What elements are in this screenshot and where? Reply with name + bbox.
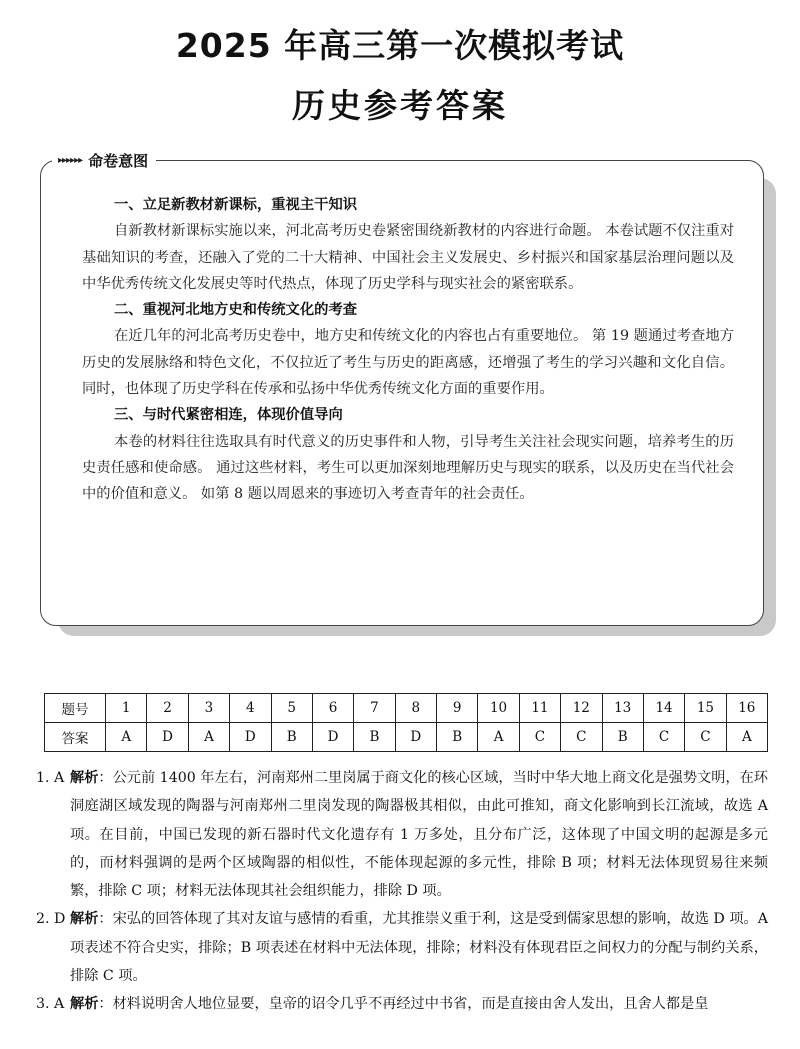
question-number: 2 — [147, 694, 188, 723]
answer-row — [45, 723, 768, 752]
question-number: 10 — [478, 694, 519, 723]
answer-cell: D — [312, 723, 353, 752]
analysis-item: 1. A 解析：公元前 1400 年左右，河南郑州二里岗属于商文化的核心区域，当时中华大地上商文化是强势文明，在环洞庭湖区域发现的陶器与河南郑州二里岗发现的陶器极其相似，由此可推知，商文化影响到长江流域，故选 A 项。在目前，中国已发现的新石器时代文化遗存有 1 万多处，且分布广泛，这体现了中国文明的起源是多元的，而材料强调的是两个区域陶器的相似性，不能体现起源的多元性，排除 B 项；材料无法体现贸易往来频繁，排除 C 项；材料无法体现其社会组织能力，排除 D 项。 — [36, 764, 768, 905]
answer-cell: B — [271, 723, 312, 752]
question-number: 5 — [271, 694, 312, 723]
question-number-row — [45, 694, 768, 723]
analysis-keyword: 解析 — [70, 770, 99, 786]
answer-title: 历史参考答案 — [292, 86, 508, 125]
analysis-number: 1. A — [36, 770, 65, 786]
analysis-item: 3. A 解析：材料说明舍人地位显要，皇帝的诏令几乎不再经过中书省，而是直接由舍人发出，且舍人都是皇 — [36, 990, 768, 1018]
question-number: 11 — [519, 694, 560, 723]
answer-cell: A — [726, 723, 767, 752]
analysis-number: 2. D — [36, 911, 66, 928]
intent-content — [82, 192, 734, 508]
question-number: 16 — [726, 694, 767, 723]
answer-cell: D — [147, 723, 188, 752]
answer-cell: D — [395, 723, 436, 752]
question-number: 7 — [354, 694, 395, 723]
answer-cell: B — [354, 723, 395, 752]
analysis-keyword: 解析 — [70, 996, 99, 1013]
arrows-icon: ▸▸▸▸▸▸ — [58, 154, 83, 166]
answer-cell: A — [106, 723, 147, 752]
analysis-item: 2. D 解析：宋弘的回答体现了其对友谊与感情的看重，尤其推崇义重于利，这是受到儒家思想的影响，故选 D 项。A 项表述不符合史实，排除；B 项表述在材料中无法体现，排除；材料没有体现君臣之间权力的分配与制约关系，排除 C 项。 — [36, 905, 768, 990]
intent-body-2: 在近几年的河北高考历史卷中，地方史和传统文化的内容也占有重要地位。 第 19 题通过考查地方历史的发展脉络和特色文化，不仅拉近了考生与历史的距离感，还增强了考生的学习兴趣和文化自信。 同时，也体现了历史学科在传承和弘扬中华优秀传统文化方面的重要作用。 — [82, 328, 734, 398]
answer-cell: B — [602, 723, 643, 752]
answer-cell: A — [188, 723, 229, 752]
answer-cell: B — [437, 723, 478, 752]
question-number: 6 — [312, 694, 353, 723]
question-number: 12 — [561, 694, 602, 723]
answer-cell: C — [519, 723, 560, 752]
analysis-number: 3. A — [36, 996, 65, 1013]
answer-table — [44, 693, 768, 752]
question-number: 3 — [188, 694, 229, 723]
analysis-text: 材料说明舍人地位显要，皇帝的诏令几乎不再经过中书省，而是直接由舍人发出，且舍人都是皇 — [112, 996, 709, 1013]
intent-label — [52, 149, 156, 171]
intent-body-1: 自新教材新课标实施以来，河北高考历史卷紧密围绕新教材的内容进行命题。 本卷试题不仅注重对基础知识的考查，还融入了党的二十大精神、中国社会主义发展史、乡村振兴和国家基层治理问题以及中华优秀传统文化发展史等时代热点，体现了历史学科与现实社会的紧密联系。 — [82, 223, 734, 292]
question-number: 4 — [230, 694, 271, 723]
analysis-text: 公元前 1400 年左右，河南郑州二里岗属于商文化的核心区域，当时中华大地上商文化是强势文明，在环洞庭湖区域发现的陶器与河南郑州二里岗发现的陶器极其相似，由此可推知，商文化影响到长江流域，故选 A 项。在目前，中国已发现的新石器时代文化遗存有 1 万多处，且分布广泛，这体现了中国文明的起源是多元的，而材料强调的是两个区域陶器的相似性，不能体现起源的多元性，排除 B 项；材料无法体现贸易往来频繁，排除 C 项；材料无法体现其社会组织能力，排除 D 项。 — [70, 770, 768, 900]
question-number: 14 — [643, 694, 684, 723]
question-number: 13 — [602, 694, 643, 723]
answer-cell: C — [561, 723, 602, 752]
question-number: 15 — [685, 694, 726, 723]
intent-title: 命卷意图 — [88, 151, 149, 170]
analysis-keyword: 解析 — [70, 911, 99, 928]
intent-heading-2: 二、重视河北地方史和传统文化的考查 — [114, 302, 358, 319]
intent-heading-1: 一、立足新教材新课标，重视主干知识 — [114, 197, 358, 213]
question-number-header: 题号 — [45, 694, 106, 723]
answer-cell: A — [478, 723, 519, 752]
intent-body-3: 本卷的材料往往选取具有时代意义的历史事件和人物，引导考生关注社会现实问题，培养考生的历史责任感和使命感。 通过这些材料，考生可以更加深刻地理解历史与现实的联系，以及历史在当代社会中的价值和意义。 如第 8 题以周恩来的事迹切入考查青年的社会责任。 — [82, 433, 734, 503]
question-number: 8 — [395, 694, 436, 723]
analysis-text: 宋弘的回答体现了其对友谊与感情的看重，尤其推崇义重于利，这是受到儒家思想的影响，故选 D 项。A 项表述不符合史实，排除；B 项表述在材料中无法体现，排除；材料没有体现君臣之间权力的分配与制约关系，排除 C 项。 — [70, 911, 768, 985]
intent-heading-3: 三、与时代紧密相连，体现价值导向 — [114, 407, 343, 424]
answer-cell: D — [230, 723, 271, 752]
question-number: 1 — [106, 694, 147, 723]
exam-title: 2025 年高三第一次模拟考试 — [175, 26, 625, 65]
answer-cell: C — [685, 723, 726, 752]
question-number: 9 — [437, 694, 478, 723]
answer-cell: C — [643, 723, 684, 752]
answer-header: 答案 — [45, 723, 106, 752]
analysis-list — [36, 764, 768, 1019]
